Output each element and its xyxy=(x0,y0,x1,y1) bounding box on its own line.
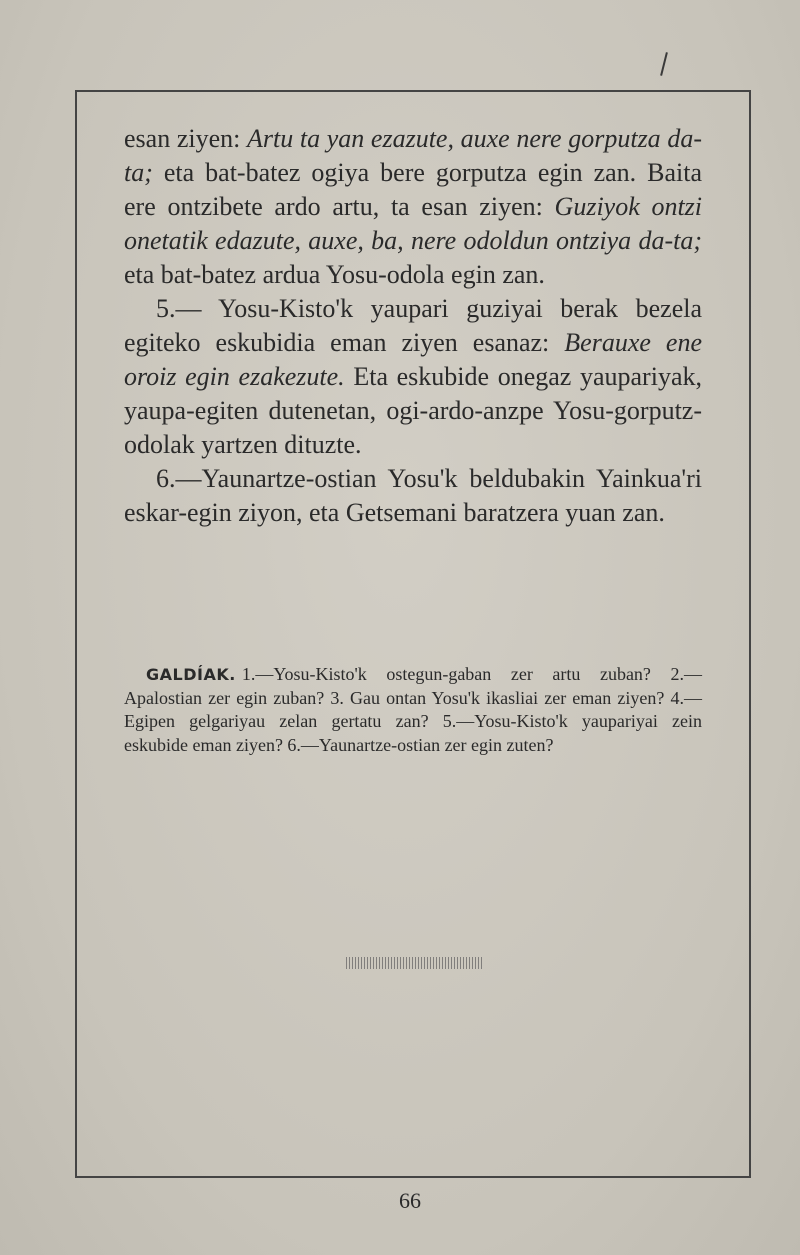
text-run: eta bat-batez ogiya bere gorputza egin zan. Baita ere ontzibete ardo artu, ta esan ziyen: xyxy=(124,158,702,221)
italic-quote: Artu ta yan ezazute, auxe nere gorputza da-ta; xyxy=(124,124,702,187)
text-run: 6.—Yaunartze-ostian Yosu'k beldubakin Yainkua'ri eskar-egin ziyon, eta Getsemani baratzera yuan zan. xyxy=(124,464,702,527)
body-text xyxy=(124,122,702,530)
questions-section xyxy=(124,663,702,757)
text-run: 5.— Yosu-Kisto'k yaupari guziyai berak bezela egiteko eskubidia eman ziyen esanaz: xyxy=(124,294,702,357)
text-run: esan ziyen: xyxy=(124,124,248,153)
decorative-ornament xyxy=(346,957,484,969)
italic-quote: Guziyok ontzi onetatik edazute, auxe, ba, nere odoldun ontziya da-ta; xyxy=(124,192,703,255)
paragraph-6 xyxy=(124,462,702,530)
page-number: 66 xyxy=(399,1188,421,1213)
text-run: eta bat-batez ardua Yosu-odola egin zan. xyxy=(124,260,545,289)
questions-text: 1.—Yosu-Kisto'k ostegun-gaban zer artu zuban? 2.—Apalostian zer egin zuban? 3. Gau ontan Yosu'k ikasliai zer eman ziyen? 4.—Egipen gelgariyau zelan gertatu zan? 5.—Yosu-Kisto'k yaupariyai zein eskubide eman ziyen? 6.—Yaunartze-ostian zer egin zuten? xyxy=(124,664,702,755)
questions-heading: GALDÍAK. xyxy=(146,665,236,684)
italic-quote: Berauxe ene oroiz egin ezakezute. xyxy=(124,328,702,391)
paragraph-5 xyxy=(124,292,702,462)
paragraph-1 xyxy=(124,122,702,292)
text-run: Eta eskubide onegaz yaupariyak, yaupa-egiten dutenetan, ogi-ardo-anzpe Yosu-gorputz-odolak yartzen dituzte. xyxy=(124,362,702,459)
